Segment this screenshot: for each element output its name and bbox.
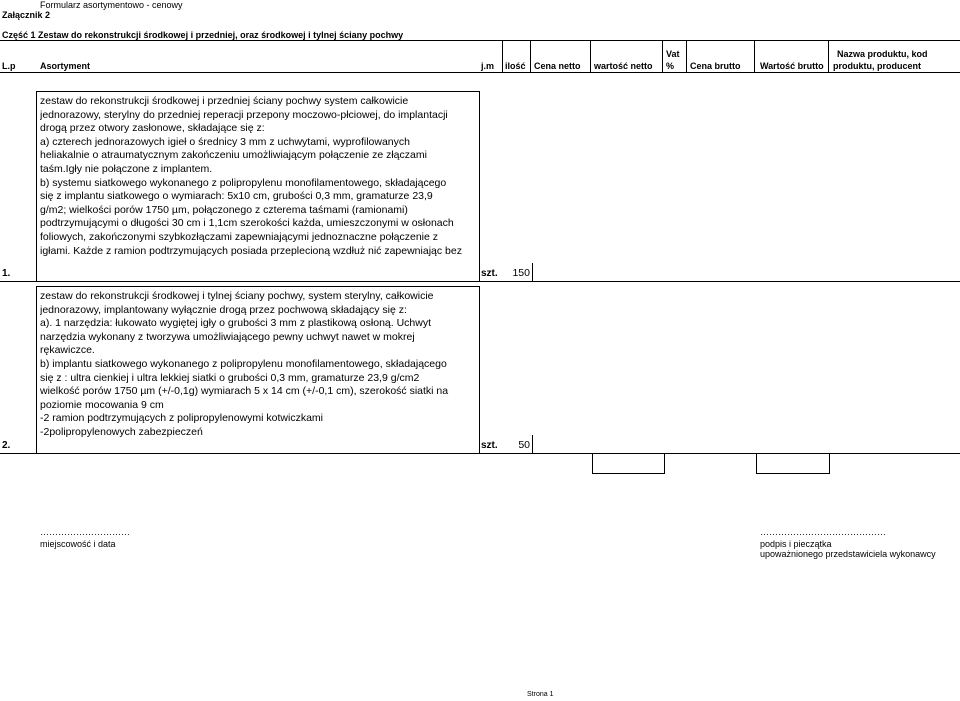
col-sep-net-value: [662, 40, 663, 73]
desc-line: podtrzymującymi o długości 30 cm i 1,1cm szerokości każda, umieszczonymi w osłonach: [40, 217, 454, 230]
desc-line: się z implantu siatkowego o wymiarach: 5x10 cm, grubości 0,3 mm, gramaturze 23,9: [40, 190, 433, 203]
desc-line: -2polipropylenowych zabezpieczeń: [40, 425, 203, 438]
row-1-desc-left-border: [36, 91, 37, 281]
row-2-description: [40, 290, 476, 440]
col-sep-gross-value: [828, 40, 829, 73]
col-sep-gross-price: [754, 40, 755, 73]
form-title: Formularz asortymentowo - cenowy: [40, 0, 183, 10]
signature-dots: ……………………………………: [760, 527, 886, 537]
row-2-quantity: 50: [518, 439, 530, 451]
col-header-gross-price: Cena brutto: [690, 61, 741, 71]
col-header-lp: L.p: [2, 61, 16, 71]
desc-line: rękawiczce.: [40, 344, 95, 357]
desc-line: jednorazowy, sterylny do przedniej reperacji przepony moczowo-płciowej, do implantacji: [40, 108, 448, 121]
col-header-unit: j.m: [481, 61, 495, 71]
total-gross-value-box[interactable]: [756, 453, 830, 474]
row-2-lp: 2.: [2, 440, 11, 451]
desc-line: b) implantu siatkowego wykonanego z polipropylenu monofilamentowego, składającego: [40, 357, 447, 370]
row-1-desc-top-border: [36, 91, 480, 92]
col-header-quantity: ilość: [505, 61, 526, 71]
desc-line: zestaw do rekonstrukcji środkowej i tylnej ściany pochwy, system sterylny, całkowicie: [40, 290, 434, 302]
row-2-desc-top-border: [36, 286, 480, 287]
desc-line: igłami. Każde z ramion podtrzymujących posiada przeplecioną wzdłuż nić zapewniając bez: [40, 244, 462, 257]
row-1-quantity: 150: [512, 267, 530, 279]
row-2-unit: szt.: [481, 440, 498, 451]
signature-representative-label: upoważnionego przedstawiciela wykonawcy: [760, 549, 936, 559]
desc-line: a). 1 narzędzia: łukowato wygiętej igły o grubości 3 mm z plastikową osłoną. Uchwyt: [40, 317, 432, 330]
part-title: Część 1 Zestaw do rekonstrukcji środkowej i przedniej, oraz środkowej i tylnej ściany pochwy: [2, 30, 404, 40]
row-1-unit: szt.: [481, 268, 498, 279]
desc-line: foliowych, zakończonymi szybkozłączami zapewniającymi jednoznaczne połączenie z: [40, 230, 439, 243]
row-1-lp: 1.: [2, 268, 11, 279]
col-sep-net-price: [590, 40, 591, 73]
col-header-gross-value: Wartość brutto: [760, 61, 824, 71]
row-1-bottom-border: [0, 281, 960, 282]
signature-label: podpis i pieczątka: [760, 539, 832, 549]
attachment-label: Załącznik 2: [2, 10, 51, 20]
row-2-qty-right-border: [532, 435, 533, 454]
desc-line: -2 ramion podtrzymujących z polipropylenowymi kotwiczkami: [40, 412, 324, 425]
desc-line: jednorazowy, implantowany wyłącznie drogą przez pochwową składający się z:: [40, 303, 407, 316]
col-sep-unit: [502, 40, 503, 73]
col-header-vat: Vat: [666, 49, 680, 59]
desc-line: heliakalnie o atraumatycznym zakończeniu umożliwiającym połączenie ze złączami: [40, 149, 427, 162]
desc-line: a) czterech jednorazowych igieł o średnicy 3 mm z uchwytami, wyprofilowanych: [40, 135, 410, 148]
desc-line: g/m2; wielkości porów 1750 µm, połączonego z czterema taśmami (ramionami): [40, 203, 408, 216]
col-header-vat-percent: %: [666, 61, 675, 71]
col-header-net-price: Cena netto: [534, 61, 581, 71]
desc-line: zestaw do rekonstrukcji środkowej i przedniej ściany pochwy system całkowicie: [40, 95, 409, 107]
col-header-product-producer: produktu, producent: [833, 61, 921, 71]
place-date-dots: …………………………: [40, 527, 130, 537]
desc-line: narzędzia wykonany z tworzywa umożliwiającego pewny uchwyt nawet w mokrej: [40, 330, 415, 343]
desc-line: wielkość porów 1750 µm (+/-0,1g) wymiarach 5 x 14 cm (+/-0,1 cm), szerokość siatki na: [40, 385, 449, 398]
desc-line: poziomie mocowania 9 cm: [40, 398, 164, 411]
row-1-description: [40, 95, 476, 258]
col-header-product-name: Nazwa produktu, kod: [837, 49, 928, 59]
col-sep-vat: [686, 40, 687, 73]
row-2-desc-left-border: [36, 286, 37, 453]
total-net-value-box[interactable]: [592, 453, 665, 474]
header-top-border: [0, 40, 960, 41]
desc-line: taśm.Igły nie połączone z implantem.: [40, 162, 213, 175]
col-header-assortment: Asortyment: [40, 61, 91, 71]
row-1-desc-right-border: [479, 91, 480, 281]
header-bottom-border: [0, 72, 960, 73]
place-date-label: miejscowość i data: [40, 539, 116, 549]
row-2-desc-right-border: [479, 286, 480, 453]
page-number: Strona 1: [527, 691, 554, 698]
desc-line: b) systemu siatkowego wykonanego z polipropylenu monofilamentowego, składającego: [40, 176, 447, 189]
col-header-net-value: wartość netto: [594, 61, 653, 71]
desc-line: drogą przez otwory zasłonowe, składające się z:: [40, 122, 265, 135]
row-1-qty-right-border: [532, 263, 533, 282]
desc-line: się z : ultra cienkiej i ultra lekkiej siatki o grubości 0,3 mm, gramaturze 23,9 g/cm2: [40, 371, 420, 384]
col-sep-quantity: [530, 40, 531, 73]
